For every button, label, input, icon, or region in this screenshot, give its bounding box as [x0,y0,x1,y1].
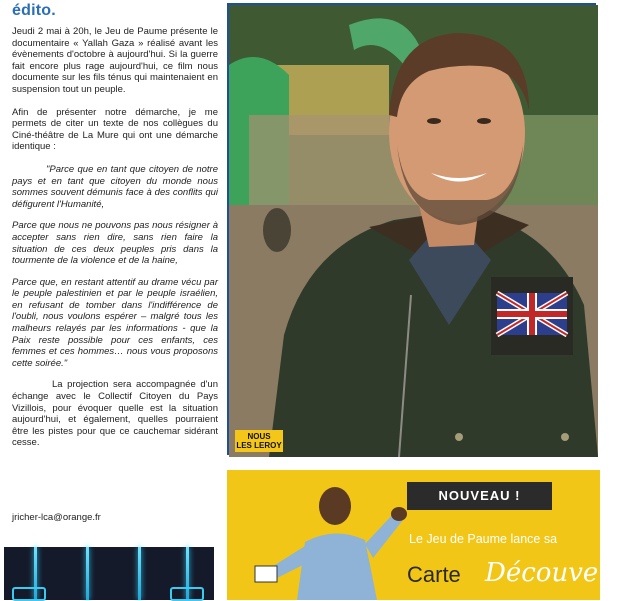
badge-line-1: NOUS [247,432,271,441]
light-beam [86,547,89,600]
paragraph-demarche: Afin de présenter notre démarche, je me permets de citer un texte de nos collègues du Ciné-théâtre de La Mure qui ont une démarche identique : [12,106,218,153]
paragraph-intro: Jeudi 2 mai à 20h, le Jeu de Paume présente le documentaire « Yallah Gaza » réalisé avant les évènements d'octobre à aujourd'hui. Si la guerre fait encore plus rage aujourd'hui, ce film nous documente sur les fils ténus qui maintenaient en suspension tout un peuple. [12,26,218,95]
paragraph-closing: La projection sera accompagnée d'un échange avec le Collectif Citoyen du Pays Vizillois, pour évoquer quelle est la situation aujourd'hui, et également, quelles pourraient être les pistes pour que ce cauchemar sidérant cesse. [12,379,218,449]
quote-paragraph-2: Parce que nous ne pouvons pas nous résigner à accepter sans rien dire, sans rien faire la situation de ces deux peuples pris dans la tourmente de la violence et de la haine, [12,220,218,267]
edito-title: édito. [12,2,56,19]
ad-tagline: Le Jeu de Paume lance sa [409,532,558,546]
nouveau-badge: NOUVEAU ! [407,482,552,510]
quote-paragraph-3: Parce que, en restant attentif au drame vécu par le peuple palestinien et par le peuple israélien, en refusant de tomber dans l'indifférence de l'oubli, nous voulons espérer – malgré tous les malheurs relayés par les informations - que la Paix reste possible pour ces enfants, ces femmes et ces hommes… nous vous proposons cette soirée." [12,276,218,369]
photo-illustration [229,5,598,457]
ad-decouverte-label: Découverte [485,558,637,588]
author-email-link[interactable]: jricher-lca@orange.fr [12,512,101,523]
light-fixture [12,587,46,601]
film-title-badge [235,430,283,452]
quote-paragraph-1: "Parce que en tant que citoyen de notre pays et en tant que citoyen du monde nous sommes souvent démunis face à des conflits qui défigurent l'Humanité, [12,163,218,210]
light-fixture [170,587,204,601]
edito-article [12,26,218,460]
light-beam [138,547,141,600]
cinema-image-teaser [4,547,214,600]
badge-line-2: LES LEROY [236,441,282,450]
carte-decouverte-ad[interactable] [227,470,637,600]
actor-photo [227,3,596,455]
left-column [12,0,220,600]
ad-carte-label: Carte [407,562,461,587]
man-with-card-illustration [227,470,407,600]
